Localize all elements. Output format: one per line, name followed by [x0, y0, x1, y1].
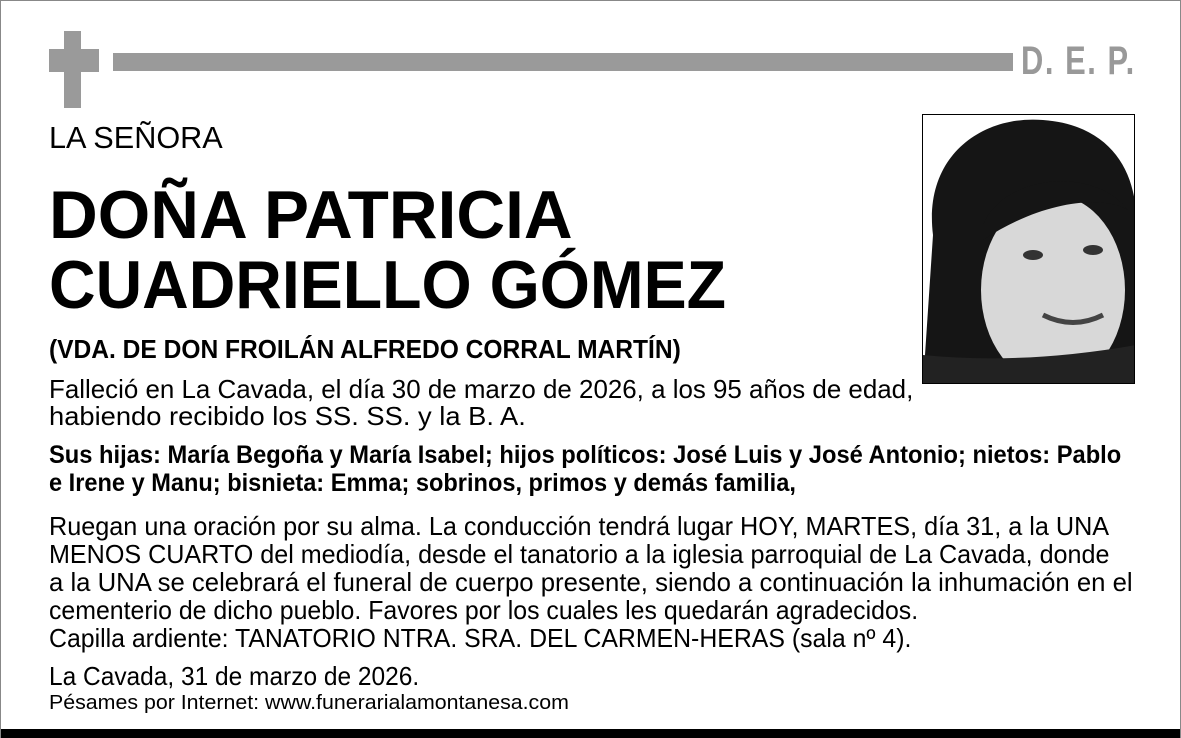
header-rule [113, 53, 1013, 71]
portrait-image [923, 115, 1135, 384]
request-line: cementerio de dicho pueblo. Favores por los cuales les quedarán agradecidos. [49, 595, 919, 625]
cross-icon-horizontal [49, 49, 99, 72]
deceased-name-line-2: CUADRIELLO GÓMEZ [49, 247, 726, 323]
widow-of: (VDA. DE DON FROILÁN ALFREDO CORRAL MARTÍN) [49, 334, 681, 364]
request-line: Ruegan una oración por su alma. La conducción tendrá lugar HOY, MARTES, día 31, a la UNA [49, 511, 1110, 541]
death-line: habiendo recibido los SS. SS. y la B. A. [49, 401, 526, 431]
chapel-line: Capilla ardiente: TANATORIO NTRA. SRA. DEL CARMEN-HERAS (sala nº 4). [49, 623, 912, 653]
condolences-link[interactable]: Pésames por Internet: www.funerarialamontanesa.com [49, 692, 569, 714]
place-date: La Cavada, 31 de marzo de 2026. [49, 661, 420, 691]
deceased-photo [922, 114, 1135, 384]
request-line: MENOS CUARTO del mediodía, desde el tanatorio a la iglesia parroquial de La Cavada, donde [49, 539, 1110, 569]
family-line: e Irene y Manu; bisnieta: Emma; sobrinos, primos y demás familia, [49, 469, 796, 497]
deceased-name-line-1: DOÑA PATRICIA [49, 177, 573, 253]
dep-label: D. E. P. [1021, 39, 1136, 83]
intro-label: LA SEÑORA [49, 120, 223, 155]
request-line: a la UNA se celebrará el funeral de cuerpo presente, siendo a continuación la inhumación en el [49, 567, 1133, 597]
family-line: Sus hijas: María Begoña y María Isabel; hijos políticos: José Luis y José Antonio; nietos: Pablo [49, 441, 1122, 469]
bottom-border [1, 729, 1180, 738]
death-line: Falleció en La Cavada, el día 30 de marzo de 2026, a los 95 años de edad, [49, 374, 914, 404]
